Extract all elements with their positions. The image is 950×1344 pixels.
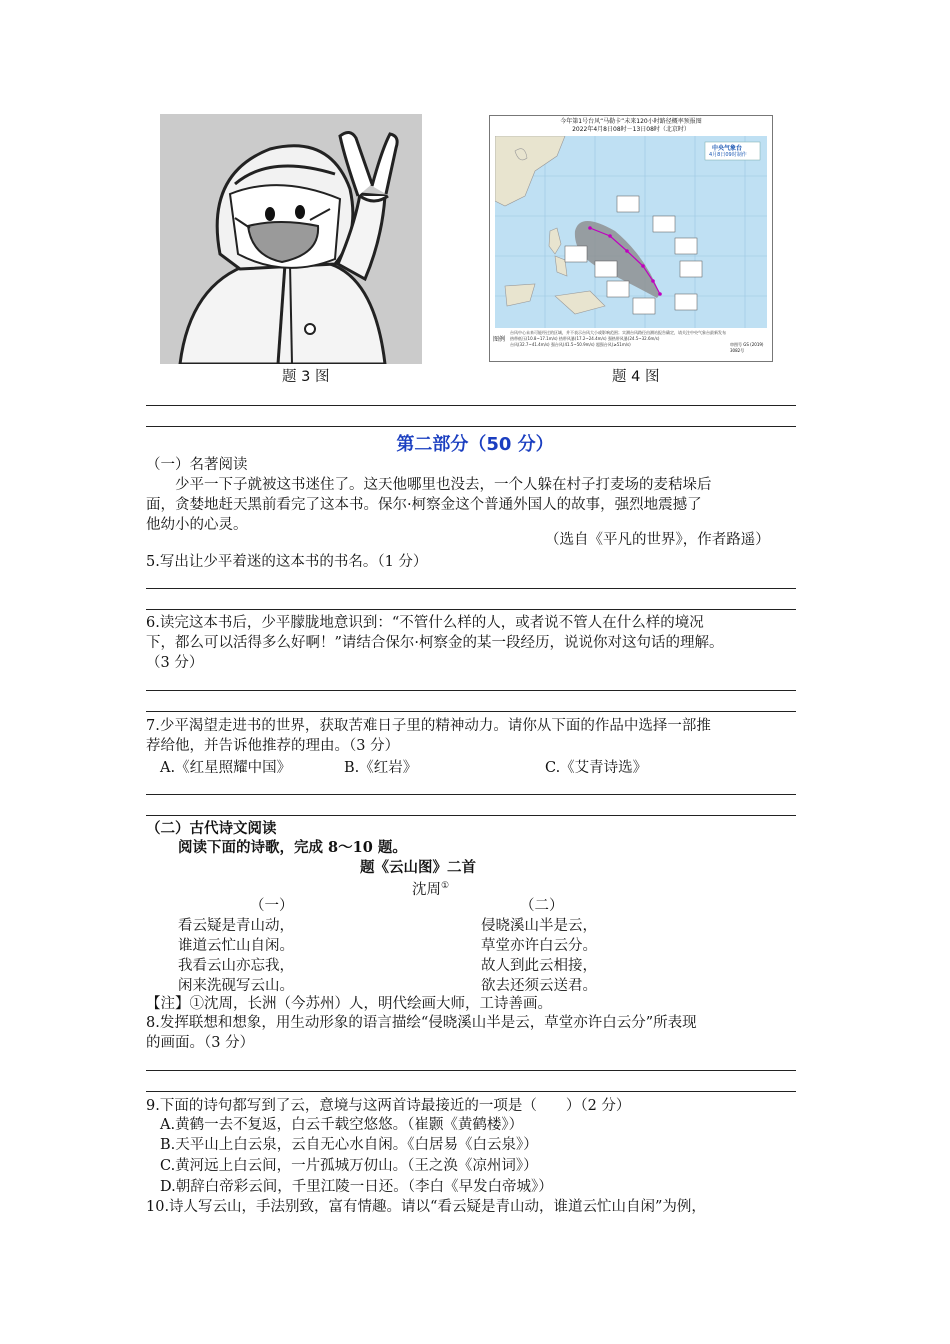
answer-line[interactable] [146, 690, 796, 691]
poem-1-line: 看云疑是青山动， [178, 918, 294, 934]
answer-line[interactable] [146, 794, 796, 795]
passage-line: 面，贪婪地赶天黑前看完了这本书。保尔·柯察金这个普通外国人的故事，强烈地震撼了 [146, 497, 702, 513]
question-6-line: （3 分） [146, 655, 204, 671]
map-legend-item: 超强台风(≥51m/s) [595, 342, 631, 347]
question-7-line: 7.少平渴望走进书的世界，获取苦难日子里的精神动力。请你从下面的作品中选择一部推 [146, 718, 711, 734]
question-9-option: B.天平山上白云泉，云自无心水自闲。《白居易《白云泉》） [160, 1137, 538, 1153]
passage-line: 少平一下子就被这书迷住了。这天他哪里也没去，一个人躲在村子打麦场的麦秸垛后 [175, 477, 712, 493]
poem-2-line: 欲去还须云送君。 [481, 978, 597, 994]
poem-2-line: 故人到此云相接， [481, 958, 597, 974]
section-heading: （一）名著阅读 [146, 457, 248, 473]
figure-3-cartoon [160, 114, 422, 364]
answer-line[interactable] [146, 1070, 796, 1071]
map-legend-label: 图例 [493, 336, 506, 343]
part-title: 第二部分（50 分） [396, 434, 554, 455]
poem-1-line: 谁道云忙山自闲。 [178, 938, 294, 954]
question-9-option: D.朝辞白帝彩云间，千里江陵一日还。（李白《早发白帝城》） [160, 1179, 553, 1195]
answer-line[interactable] [146, 711, 796, 712]
answer-line[interactable] [146, 609, 796, 610]
map-area [495, 136, 767, 328]
answer-line[interactable] [146, 426, 796, 427]
question-7-option: B.《红岩》 [344, 760, 418, 776]
figure-4-caption: 题 4 图 [612, 369, 660, 385]
question-9: 9.下面的诗句都写到了云，意境与这两首诗最接近的一项是（ ）（2 分） [146, 1098, 631, 1114]
poem-2-label: （二） [520, 898, 564, 914]
poem-1-line: 我看云山亦忘我， [178, 958, 294, 974]
map-subtitle: 2022年4月8日08时－13日08时（北京时） [572, 126, 690, 133]
section-instruction: 阅读下面的诗歌，完成 8～10 题。 [178, 839, 407, 856]
map-agency-date: 4月8日09时制作 [709, 152, 747, 158]
answer-line[interactable] [146, 405, 796, 406]
map-legend-item: 热带低压(10.8~17.1m/s) [510, 336, 558, 341]
question-7-line: 荐给他，并告诉他推荐的理由。（3 分） [146, 738, 400, 754]
question-5: 5.写出让少平着迷的这本书的书名。（1 分） [146, 554, 428, 570]
question-7-option: C.《艾青诗选》 [545, 760, 648, 776]
figure-3-caption: 题 3 图 [282, 369, 330, 385]
poem-2-line: 草堂亦许白云分。 [481, 938, 597, 954]
poem-note: 【注】①沈周，长洲（今苏州）人，明代绘画大师，工诗善画。 [146, 996, 552, 1012]
question-6-line: 下，都么可以活得多么好啊！”请结合保尔·柯察金的某一段经历，说说你对这句话的理解。 [146, 635, 724, 651]
poem-1-line: 闲来洗砚写云山。 [178, 978, 294, 994]
poem-2-line: 侵晓溪山半是云， [481, 918, 597, 934]
question-8-line: 的画面。（3 分） [146, 1035, 255, 1051]
passage-line: 他幼小的心灵。 [146, 517, 248, 533]
figure-4-typhoon-map [489, 115, 773, 362]
passage-source: （选自《平凡的世界》，作者路遥） [545, 532, 770, 548]
answer-line[interactable] [146, 588, 796, 589]
map-legend-item: 台风中心未来可能经过的区域，并不表示台风大小或影响范围；实测台风路径由测站报告确定，请关注中央气象台最新发布 [510, 330, 726, 335]
map-title: 今年第1号台风“马勒卡”未来120小时路径概率预报图 [560, 118, 702, 125]
poem-1-label: （一） [250, 898, 294, 914]
map-legend-item: 强台风(41.5~50.9m/s) [550, 342, 595, 347]
poem-title: 题《云山图》二首 [360, 859, 476, 876]
question-9-option: A.黄鹤一去不复返，白云千载空悠悠。（崔颢《黄鹤楼》） [160, 1117, 524, 1133]
map-legend-item: 热带风暴(17.2~24.4m/s) [558, 336, 607, 341]
map-agency: 中央气象台 [712, 145, 743, 152]
protective-suit-figure-icon [160, 114, 422, 364]
question-6-line: 6.读完这本书后，少平朦胧地意识到：“不管什么样的人，或者说不管人在什么样的境况 [146, 615, 704, 631]
map-code: 审图号 GS (2019) 3082号 [730, 342, 764, 353]
question-7-option: A.《红星照耀中国》 [160, 760, 292, 776]
question-8-line: 8.发挥联想和想象，用生动形象的语言描绘“侵晓溪山半是云，草堂亦许白云分”所表现 [146, 1015, 697, 1031]
answer-line[interactable] [146, 815, 796, 816]
poem-author [412, 876, 449, 900]
poem-author-name: 沈周 [412, 881, 441, 898]
answer-line[interactable] [146, 1091, 796, 1092]
question-9-option: C.黄河远上白云间，一片孤城万仞山。（王之涣《凉州词》） [160, 1158, 538, 1174]
map-legend-item: 台风(32.7~41.4m/s) [510, 342, 550, 347]
section-heading: （二）古代诗文阅读 [146, 820, 277, 837]
map-legend-item: 强热带风暴(24.5~32.6m/s) [607, 336, 660, 341]
question-10: 10.诗人写云山，手法别致，富有情趣。请以“看云疑是青山动，谁道云忙山自闲”为例， [146, 1199, 706, 1215]
poem-author-note-mark: ① [441, 881, 450, 891]
map-legend [510, 330, 730, 348]
